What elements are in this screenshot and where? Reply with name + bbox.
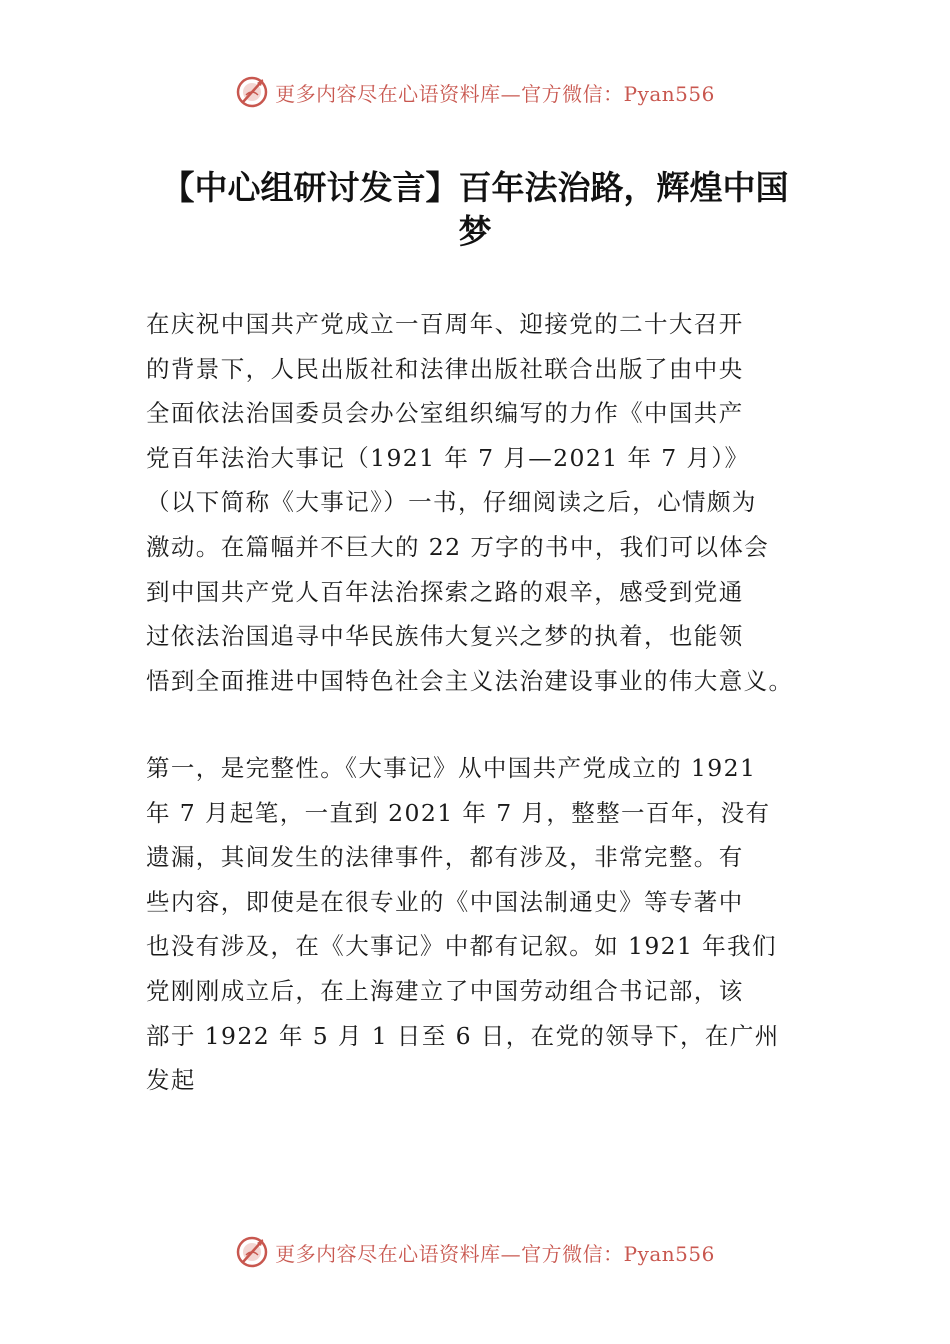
- title-line: 梦: [458, 212, 492, 251]
- paragraph-line: 的背景下，人民出版社和法律出版社联合出版了由中央: [146, 354, 744, 383]
- paragraph-line: （以下简称《大事记》）一书，仔细阅读之后，心情颇为: [146, 488, 757, 517]
- header-banner: [0, 72, 950, 112]
- paragraph-line: 激动。在篇幅并不巨大的 22 万字的书中，我们可以体会: [146, 532, 770, 561]
- paragraph-line: 第一，是完整性。《大事记》从中国共产党成立的 1921: [146, 754, 757, 782]
- title-line: 【中心组研讨发言】百年法治路，辉煌中国: [161, 168, 789, 207]
- paragraph-line: 年 7 月起笔，一直到 2021 年 7 月，整整一百年，没有: [146, 798, 771, 827]
- header-banner-text: 更多内容尽在心语资料库—官方微信：Pyan556: [275, 81, 715, 106]
- paragraph-line: 发起: [146, 1066, 196, 1095]
- paragraph-line: 党刚刚成立后，在上海建立了中国劳动组合书记部，该: [146, 976, 744, 1005]
- paragraph-intro: [146, 302, 846, 703]
- paragraph-line: 到中国共产党人百年法治探索之路的艰辛，感受到党通: [146, 577, 744, 606]
- paragraph-line: 在庆祝中国共产党成立一百周年、迎接党的二十大召开: [146, 310, 744, 338]
- logo-icon: [235, 75, 269, 109]
- paragraph-line: 部于 1922 年 5 月 1 日至 6 日，在党的领导下，在广州: [146, 1021, 780, 1050]
- document-title: [100, 166, 850, 254]
- paragraph-line: 全面依法治国委员会办公室组织编写的力作《中国共产: [146, 399, 744, 428]
- footer-banner-text: 更多内容尽在心语资料库—官方微信：Pyan556: [275, 1241, 715, 1266]
- logo-icon: [235, 1235, 269, 1269]
- footer-banner: [0, 1232, 950, 1272]
- paragraph-line: 也没有涉及，在《大事记》中都有记叙。如 1921 年我们: [146, 932, 777, 961]
- paragraph-line: 些内容，即使是在很专业的《中国法制通史》等专著中: [146, 887, 744, 916]
- paragraph-line: 过依法治国追寻中华民族伟大复兴之梦的执着，也能领: [146, 622, 744, 651]
- paragraph-line: 遗漏，其间发生的法律事件，都有涉及，非常完整。有: [146, 843, 744, 872]
- paragraph-line: 悟到全面推进中国特色社会主义法治建设事业的伟大意义。: [146, 666, 794, 695]
- paragraph-line: 党百年法治大事记（1921 年 7 月—2021 年 7 月）》: [146, 443, 750, 472]
- paragraph-first-point: [146, 746, 846, 1103]
